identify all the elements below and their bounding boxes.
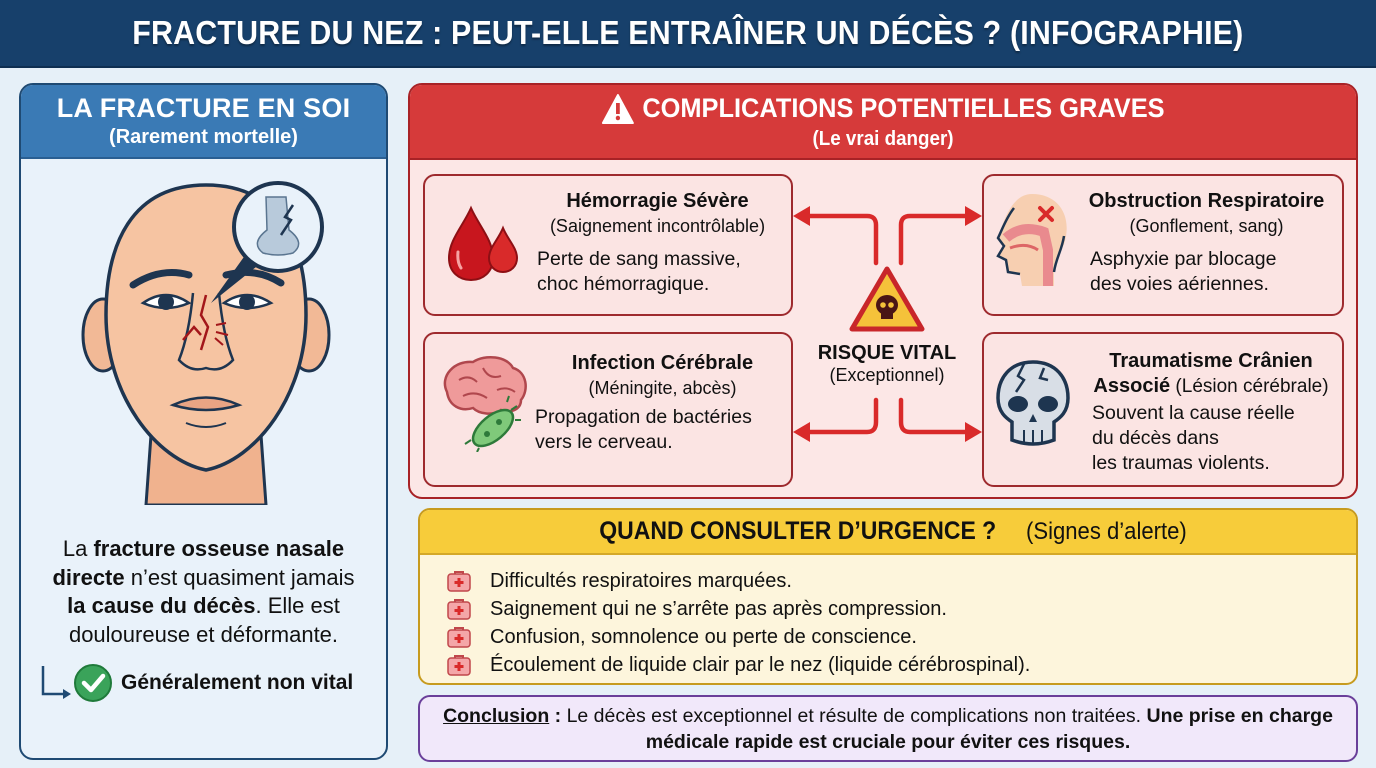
urgency-title: QUAND CONSULTER D’URGENCE ? (599, 517, 997, 545)
complications-panel (408, 83, 1358, 499)
complications-header (410, 85, 1356, 160)
urgency-header (420, 510, 1356, 555)
card-description: Asphyxie par blocage des voies aériennes. (1090, 248, 1277, 295)
fractured-face-illustration (61, 175, 351, 505)
description-bold-part: fracture osseuse nasale directe (52, 536, 345, 590)
card-head-trauma (982, 332, 1344, 487)
verdict-row (39, 663, 353, 703)
check-circle-icon (73, 663, 113, 703)
first-aid-kit-icon (446, 570, 472, 592)
card-title: Traumatisme Crânien (1109, 350, 1313, 372)
conclusion-box (418, 695, 1358, 762)
left-panel-header (21, 85, 386, 159)
arrow-bent-icon (39, 664, 73, 702)
vital-risk-sublabel: (Exceptionnel) (829, 365, 945, 385)
warning-signs-list (420, 555, 1356, 679)
complications-subtitle: (Le vrai danger) (812, 127, 954, 150)
left-panel-title: LA FRACTURE EN SOI (56, 93, 351, 123)
verdict-label: Généralement non vital (121, 671, 354, 694)
brain-bacteria-icon (433, 352, 533, 452)
description-part: n’est quasiment jamais (124, 564, 355, 590)
fracture-description (21, 535, 386, 649)
card-airway-obstruction (982, 174, 1344, 316)
card-brain-infection (423, 332, 793, 487)
card-title-line2: Associé (Lésion cérébrale) (1093, 375, 1329, 397)
warning-skull-icon (848, 265, 926, 333)
face-icon (61, 175, 351, 505)
complications-title: COMPLICATIONS POTENTIELLES GRAVES (642, 93, 1165, 123)
card-title: Infection Cérébrale (571, 352, 754, 374)
vital-risk-label: RISQUE VITAL (817, 342, 957, 364)
vital-risk-indicator (802, 265, 972, 386)
conclusion-emphasis: Une prise en charge médicale rapide est cruciale pour éviter ces risques. (645, 704, 1333, 753)
card-title: Hémorragie Sévère (566, 190, 749, 212)
description-bold-part: la cause du décès (67, 593, 256, 618)
first-aid-kit-icon (446, 598, 472, 620)
card-subtitle: (Lésion cérébrale) (1175, 376, 1329, 397)
card-description: Propagation de bactéries vers le cerveau. (535, 406, 752, 453)
title-bar (0, 0, 1376, 68)
airway-obstruction-icon (992, 190, 1074, 290)
blood-drops-icon (443, 204, 523, 284)
urgency-subtitle: (Signes d’alerte) (1026, 517, 1188, 545)
warning-sign-item: Saignement qui ne s’arrête pas après compression. (446, 595, 1356, 623)
card-title: Obstruction Respiratoire (1088, 190, 1325, 212)
cracked-skull-icon (994, 358, 1072, 450)
first-aid-kit-icon (446, 654, 472, 676)
card-subtitle: (Méningite, abcès) (588, 378, 737, 398)
conclusion-text: Conclusion : Le décès est exceptionnel et résulte de complications non traitées. Une prise en charge médicale rapide est cruciale pour éviter ces risques. (443, 704, 1333, 753)
warning-sign-item: Confusion, somnolence ou perte de conscience. (446, 623, 1356, 651)
page-title: FRACTURE DU NEZ : PEUT-ELLE ENTRAÎNER UN DÉCÈS ? (INFOGRAPHIE) (132, 14, 1244, 51)
conclusion-label: Conclusion (443, 704, 550, 727)
first-aid-kit-icon (446, 626, 472, 648)
warning-icon (601, 93, 635, 125)
card-description: Perte de sang massive, choc hémorragique. (537, 248, 741, 295)
description-part: . Elle est douloureuse et déformante. (68, 593, 340, 647)
warning-sign-item: Écoulement de liquide clair par le nez (liquide cérébrospinal). (446, 651, 1356, 679)
left-panel-subtitle: (Rarement mortelle) (109, 126, 298, 148)
card-subtitle: (Gonflement, sang) (1129, 216, 1284, 236)
card-description: Souvent la cause réelle du décès dans les traumas violents. (1092, 402, 1295, 474)
description-part: La (62, 536, 94, 561)
warning-sign-item: Difficultés respiratoires marquées. (446, 567, 1356, 595)
urgency-panel (418, 508, 1358, 685)
card-subtitle: (Saignement incontrôlable) (549, 216, 766, 236)
fracture-itself-panel (19, 83, 388, 760)
card-hemorrhage (423, 174, 793, 316)
